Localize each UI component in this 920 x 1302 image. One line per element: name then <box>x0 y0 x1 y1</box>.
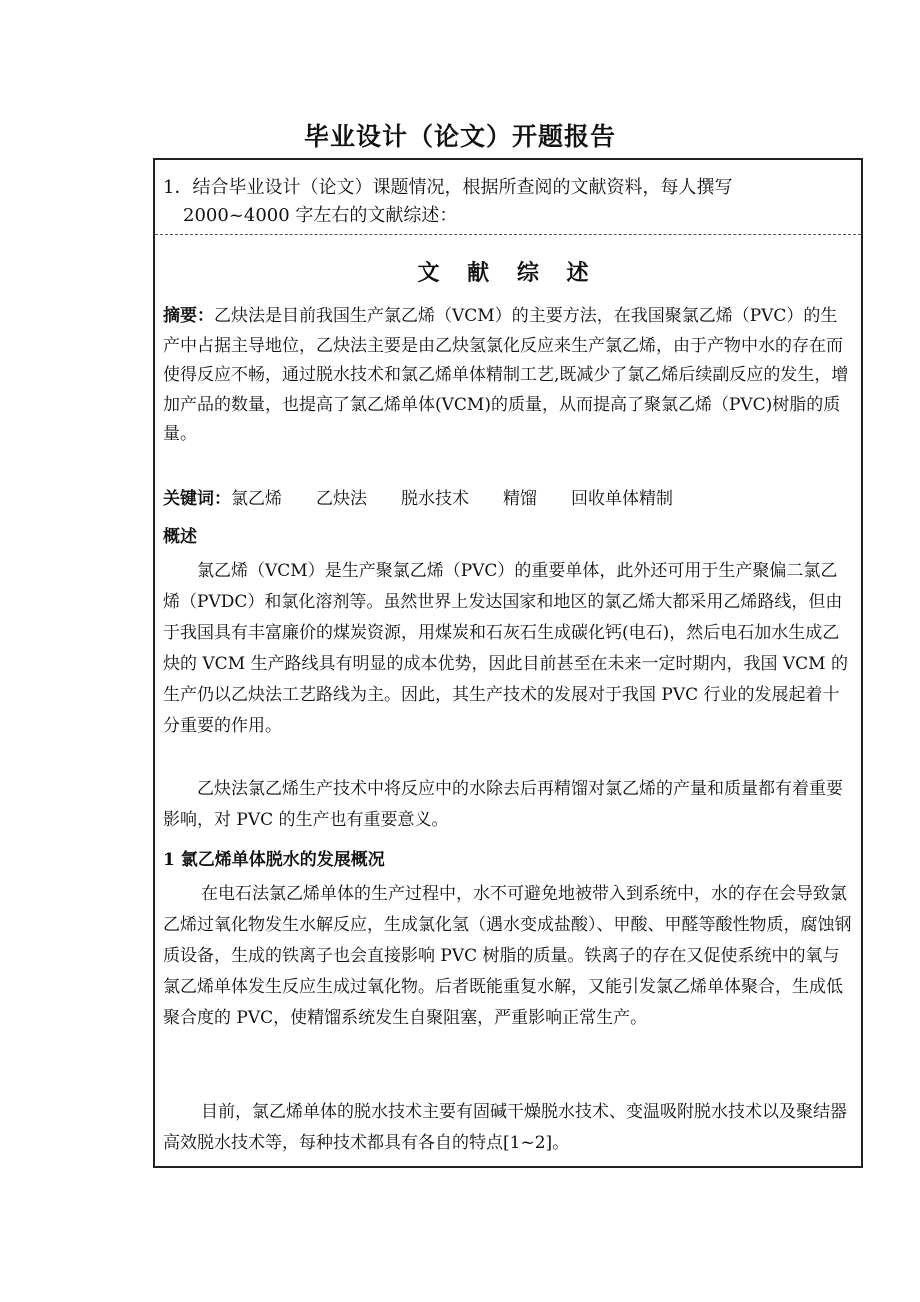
abstract-label: 摘要： <box>163 306 214 326</box>
keyword-item: 回收单体精制 <box>571 489 673 509</box>
question-line-2: 2000~4000 字左右的文献综述： <box>183 205 458 226</box>
keywords <box>163 485 853 514</box>
keyword-item: 氯乙烯 <box>231 489 282 509</box>
page-title: 毕业设计（论文）开题报告 <box>303 122 616 151</box>
section-1-heading: 1 氯乙烯单体脱水的发展概况 <box>163 850 385 870</box>
keyword-item: 精馏 <box>503 489 537 509</box>
question-prompt <box>163 174 853 230</box>
overview-heading: 概述 <box>163 527 197 547</box>
section-1-paragraph: 目前，氯乙烯单体的脱水技术主要有固碱干燥脱水技术、变温吸附脱水技术以及聚结器高效脱水技术等，每种技术都具有各自的特点[1~2]。 <box>163 1102 847 1153</box>
abstract-text: 乙炔法是目前我国生产氯乙烯（VCM）的主要方法，在我国聚氯乙烯（PVC）的生产中占据主导地位，乙炔法主要是由乙炔氢氯化反应来生产氯乙烯，由于产物中水的存在而使得反应不畅，通过脱水技术和氯乙烯单体精制工艺,既减少了氯乙烯后续副反应的发生，增加产品的数量，也提高了氯乙烯单体(VCM)的质量，从而提高了聚氯乙烯（PVC)树脂的质量。 <box>163 306 849 444</box>
section-1-paragraph: 在电石法氯乙烯单体的生产过程中，水不可避免地被带入到系统中，水的存在会导致氯乙烯过氧化物发生水解反应，生成氯化氢（遇水变成盐酸）、甲酸、甲醛等酸性物质，腐蚀钢质设备，生成的铁离子也会直接影响 PVC 树脂的质量。铁离子的存在又促使系统中的氧与氯乙烯单体发生反应生成过氧化物。后者既能重复水解，又能引发氯乙烯单体聚合，生成低聚合度的 PVC，使精馏系统发生自聚阻塞，严重影响正常生产。 <box>163 884 852 1028</box>
keyword-item: 乙炔法 <box>316 489 367 509</box>
overview-paragraph: 氯乙烯（VCM）是生产聚氯乙烯（PVC）的重要单体，此外还可用于生产聚偏二氯乙烯（PVDC）和氯化溶剂等。虽然世界上发达国家和地区的氯乙烯大都采用乙烯路线，但由于我国具有丰富廉价的煤炭资源，用煤炭和石灰石生成碳化钙(电石)，然后电石加水生成乙炔的 VCM 生产路线具有明显的成本优势，因此目前甚至在未来一定时期内，我国 VCM 的生产仍以乙炔法工艺路线为主。因此，其生产技术的发展对于我国 PVC 行业的发展起着十分重要的作用。 <box>163 561 848 736</box>
keywords-label: 关键词： <box>163 489 231 509</box>
abstract <box>163 302 853 450</box>
dashed-divider <box>155 234 861 235</box>
question-line-1: 1．结合毕业设计（论文）课题情况，根据所查阅的文献资料，每人撰写 <box>163 177 733 198</box>
report-form-box <box>153 158 863 1168</box>
section-title: 文 献 综 述 <box>417 260 599 286</box>
keyword-item: 脱水技术 <box>401 489 469 509</box>
overview-paragraph: 乙炔法氯乙烯生产技术中将反应中的水除去后再精馏对氯乙烯的产量和质量都有着重要影响，对 PVC 的生产也有重要意义。 <box>163 779 843 830</box>
